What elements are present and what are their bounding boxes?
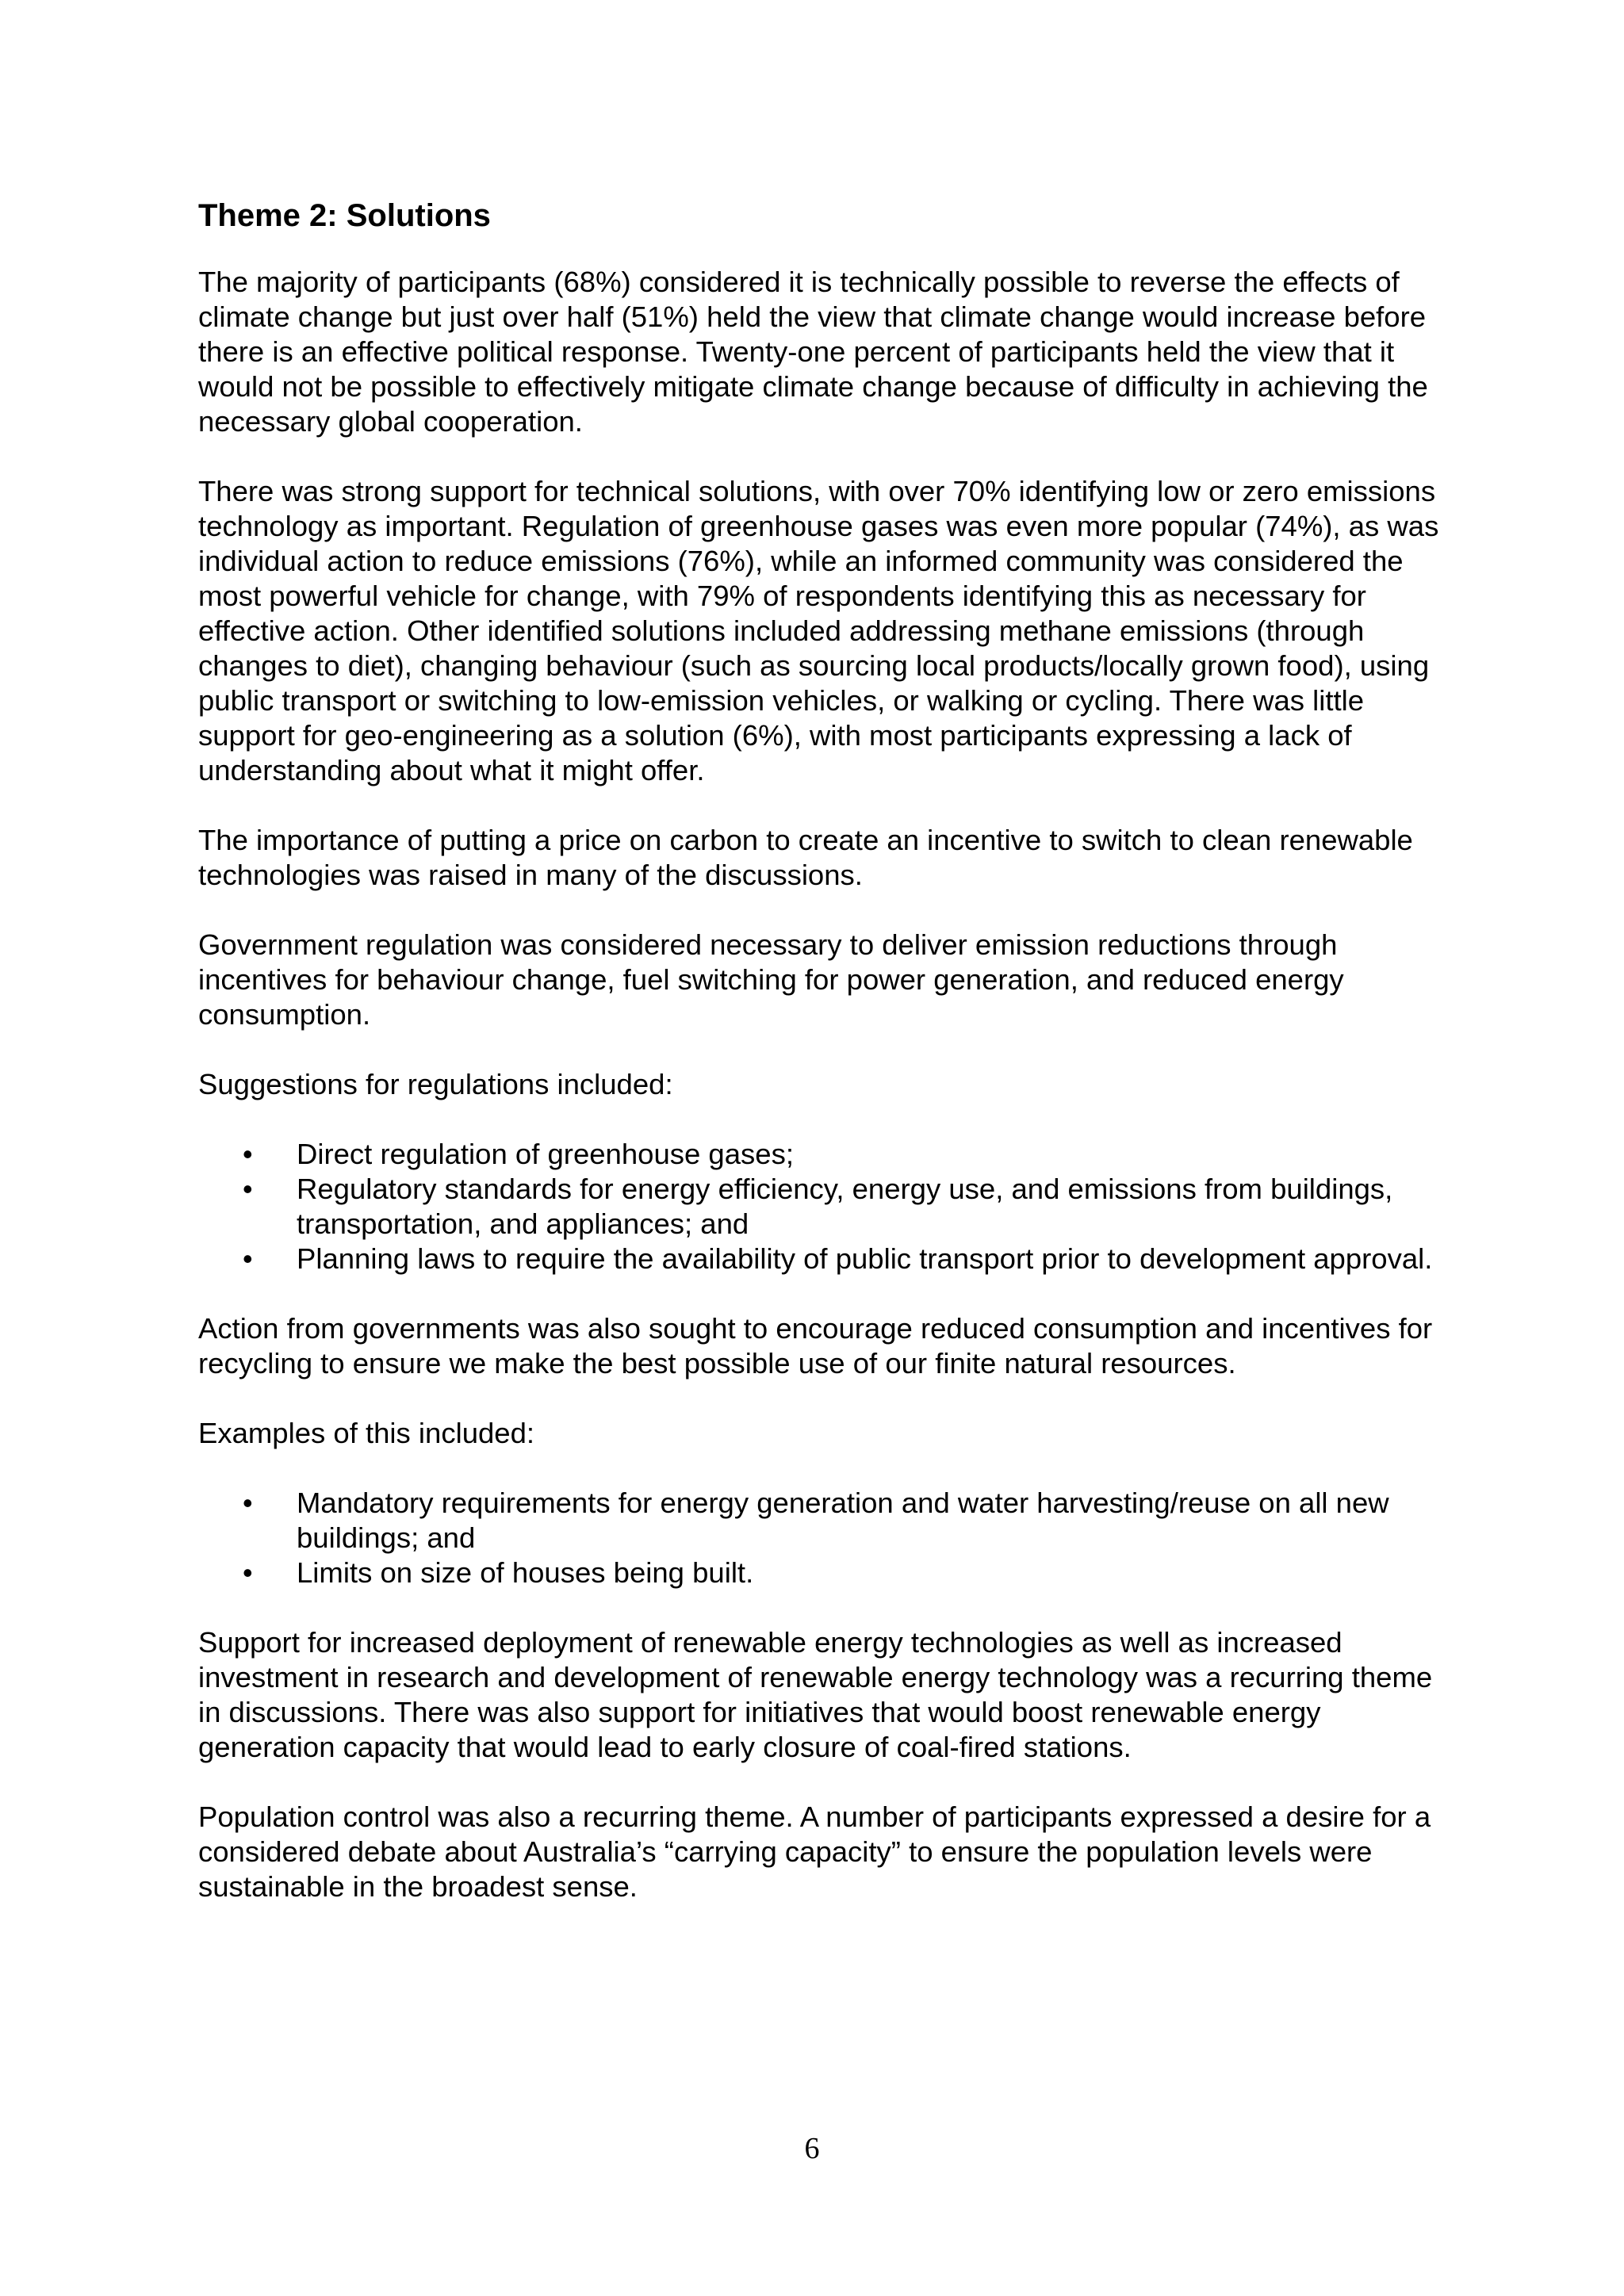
paragraph-government-action: Action from governments was also sought to encourage reduced consumption and incentives for recycling to ensure we make the best possible use of our finite natural resources.	[198, 1312, 1433, 1380]
bullet-icon: •	[243, 1556, 253, 1589]
list-item	[198, 1486, 1451, 1556]
examples-list	[198, 1486, 1451, 1590]
paragraph-population-control: Population control was also a recurring theme. A number of participants expressed a desire for a considered debate about Australia’s “carrying capacity” to ensure the population levels were sustainable in the broadest sense.	[198, 1800, 1431, 1903]
paragraph-government-regulation: Government regulation was considered necessary to deliver emission reductions through incentives for behaviour change, fuel switching for power generation, and reduced energy consumption.	[198, 928, 1344, 1031]
paragraph-examples-intro: Examples of this included:	[198, 1417, 535, 1449]
list-item	[198, 1172, 1451, 1242]
paragraph-renewable-support: Support for increased deployment of renewable energy technologies as well as increased investment in research and development of renewable energy technology was a recurring theme in discussions. There was also support for initiatives that would boost renewable energy generation capacity that would lead to early closure of coal-fired stations.	[198, 1626, 1433, 1763]
list-item-text: Direct regulation of greenhouse gases;	[297, 1138, 794, 1170]
paragraph-participants-views: The majority of participants (68%) considered it is technically possible to reverse the effects of climate change but just over half (51%) held the view that climate change would increase before there is an effective political response. Twenty-one percent of participants held the view that it would not be possible to effectively mitigate climate change because of difficulty in achieving the necessary global cooperation.	[198, 266, 1428, 438]
list-item	[198, 1242, 1451, 1276]
regulation-suggestions-list	[198, 1137, 1451, 1276]
page-number: 6	[804, 2132, 820, 2165]
document-body	[198, 195, 1451, 1939]
bullet-icon: •	[243, 1138, 253, 1170]
paragraph-carbon-price: The importance of putting a price on carbon to create an incentive to switch to clean renewable technologies was raised in many of the discussions.	[198, 824, 1413, 891]
list-item-text: Regulatory standards for energy efficiency, energy use, and emissions from buildings, transportation, and appliances; and	[297, 1173, 1393, 1240]
list-item	[198, 1137, 1451, 1172]
list-item-text: Mandatory requirements for energy generation and water harvesting/reuse on all new buildings; and	[297, 1487, 1389, 1554]
list-item-text: Limits on size of houses being built.	[297, 1556, 754, 1589]
paragraph-suggestions-intro: Suggestions for regulations included:	[198, 1068, 673, 1100]
list-item	[198, 1556, 1451, 1590]
section-heading: Theme 2: Solutions	[198, 198, 491, 233]
bullet-icon: •	[243, 1487, 253, 1519]
bullet-icon: •	[243, 1173, 253, 1205]
list-item-text: Planning laws to require the availability of public transport prior to development approval.	[297, 1242, 1433, 1275]
bullet-icon: •	[243, 1242, 253, 1275]
paragraph-technical-solutions: There was strong support for technical solutions, with over 70% identifying low or zero emissions technology as important. Regulation of greenhouse gases was even more popular (74%), as was individual action to reduce emissions (76%), while an informed community was considered the most powerful vehicle for change, with 79% of respondents identifying this as necessary for effective action. Other identified solutions included addressing methane emissions (through changes to diet), changing behaviour (such as sourcing local products/locally grown food), using public transport or switching to low-emission vehicles, or walking or cycling. There was little support for geo-engineering as a solution (6%), with most participants expressing a lack of understanding about what it might offer.	[198, 475, 1439, 786]
